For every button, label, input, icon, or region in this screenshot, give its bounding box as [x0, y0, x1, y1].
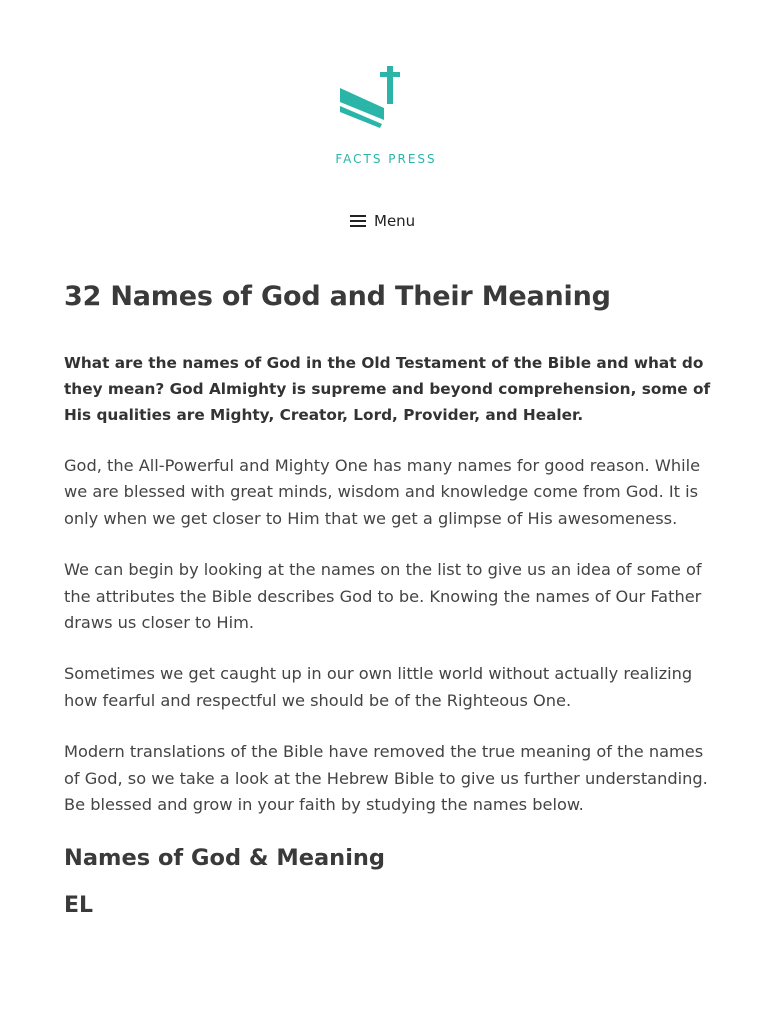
- body-paragraph: We can begin by looking at the names on the list to give us an idea of some of the attributes the Bible describes God to be. Knowing the names of Our Father draws us closer to Him.: [64, 560, 702, 633]
- logo-text: FACTS PRESS: [335, 152, 437, 166]
- page-title: 32 Names of God and Their Meaning: [64, 281, 611, 312]
- name-heading: EL: [64, 893, 94, 919]
- body-paragraph: God, the All-Powerful and Mighty One has many names for good reason. While we are blessed with great minds, wisdom and knowledge come from God. It is only when we get closer to Him that we get a glimpse of His awesomeness.: [64, 456, 701, 528]
- menu-button[interactable]: [350, 208, 415, 234]
- site-header: [0, 0, 768, 250]
- section-heading: Names of God & Meaning: [64, 845, 386, 872]
- article-content: [64, 278, 714, 922]
- body-paragraph: Modern translations of the Bible have removed the true meaning of the names of God, so we take a look at the Hebrew Bible to give us further understanding. Be blessed and grow in your faith by studying the names below.: [64, 742, 708, 815]
- lead-paragraph: What are the names of God in the Old Testament of the Bible and what do they mean? God Almighty is supreme and beyond comprehension, some of His qualities are Mighty, Creator, Lord, Provider, and Healer.: [64, 354, 711, 424]
- hamburger-icon: [350, 215, 366, 227]
- menu-label: Menu: [374, 212, 416, 230]
- body-paragraph: Sometimes we get caught up in our own little world without actually realizing how fearful and respectful we should be of the Righteous One.: [64, 664, 693, 710]
- site-logo[interactable]: [330, 62, 440, 172]
- cross-logo-icon: [338, 62, 428, 134]
